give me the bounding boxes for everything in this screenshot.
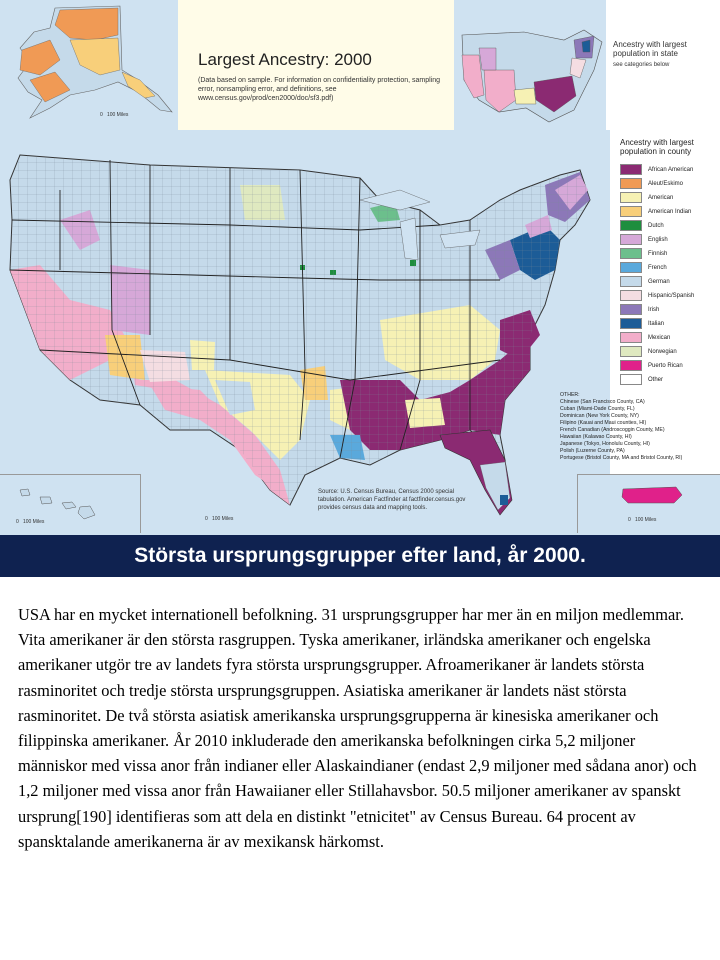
other-item: Cuban (Miami-Dade County, FL)	[560, 406, 635, 412]
other-item: French Canadian (Androscoggin County, ME)	[560, 427, 665, 433]
legend-label: Other	[648, 376, 664, 383]
legend-swatch	[620, 318, 642, 329]
legend-swatch	[620, 220, 642, 231]
other-item: Dominican (New York County, NY)	[560, 413, 639, 419]
legend-item	[620, 177, 683, 190]
legend-swatch	[620, 248, 642, 259]
hawaii-inset	[0, 474, 141, 533]
legend-item	[620, 345, 677, 358]
state-legend-subtitle: see categories below	[613, 62, 670, 68]
legend-item	[620, 247, 667, 260]
legend-item	[620, 289, 694, 302]
legend-swatch	[620, 346, 642, 357]
legend-label: Italian	[648, 320, 665, 327]
hawaii-scale: 0 100 Miles	[16, 519, 45, 525]
state-legend-title: Ancestry with largest population in state	[613, 40, 687, 58]
other-item: Hawaiian (Kalawao County, HI)	[560, 434, 632, 440]
puerto-rico-map	[578, 475, 720, 533]
legend-label: Dutch	[648, 222, 664, 229]
map-note: (Data based on sample. For information on confidentiality protection, sampling error, nonsampling error, and definitions, see www.census.gov/prod/cen2000/doc/sf3.pdf)	[198, 77, 441, 102]
legend-label: American	[648, 194, 674, 201]
legend-label: African American	[648, 166, 694, 173]
legend-label: French	[648, 264, 667, 271]
legend-swatch	[620, 360, 642, 371]
legend-swatch	[620, 290, 642, 301]
alaska-scale: 0 100 Miles	[100, 112, 129, 118]
legend-item	[620, 261, 667, 274]
legend-item	[620, 373, 663, 386]
legend-item	[620, 303, 659, 316]
legend-item	[620, 205, 691, 218]
source-note: Source: U.S. Census Bureau, Census 2000 special tabulation. American Factfinder at factfinder.census.gov provides census data and mapping tools.	[318, 489, 466, 511]
other-item: Polish (Luzerne County, PA)	[560, 448, 625, 454]
body-paragraph: USA har en mycket internationell befolkning. 31 ursprungsgrupper har mer än en miljon medlemmar. Vita amerikaner är den största rasgruppen. Tyska amerikaner, irländska amerikaner och engelska amerikaner utgör tre av landets fyra största ursprungsgrupper. Afroamerikaner är landets största rasminoritet och tredje största ursprungsgruppen. Asiatiska amerikaner är landets näst största rasminoritet. De två största asiatisk amerikanska ursprungsgrupperna är kinesiska amerikaner och filippinska amerikaner. År 2010 inkluderade den amerikanska befolkningen cirka 5,2 miljoner människor med vissa anor från indianer eller Alaskaindianer (endast 2,9 miljoner med sådana anor) och 1,2 miljoner med vissa anor från Hawaiianer eller Stillahavsbor. 50.5 miljoner amerikaner av spanskt ursprung[190] identifieras som att dela en distinkt "etnicitet" av Census Bureau. 64 procent av spansktalande amerikanerna är av mexikansk härkomst.	[18, 605, 697, 851]
other-list	[560, 399, 718, 462]
legend-swatch	[620, 374, 642, 385]
main-scale: 0 100 Miles	[205, 516, 234, 522]
legend-swatch	[620, 234, 642, 245]
legend-swatch	[620, 332, 642, 343]
legend-item	[620, 191, 673, 204]
alaska-inset	[0, 0, 178, 130]
legend-swatch	[620, 276, 642, 287]
legend-swatch	[620, 262, 642, 273]
legend-item	[620, 331, 670, 344]
legend-title: Ancestry with largest population in county	[620, 138, 694, 156]
legend-item	[620, 359, 683, 372]
other-title: OTHER:	[560, 392, 580, 398]
legend-label: Mexican	[648, 334, 671, 341]
legend-label: English	[648, 236, 668, 243]
state-inset-map	[454, 0, 606, 130]
legend-item	[620, 163, 693, 176]
caption-text: Största ursprungsgrupper efter land, år 2000.	[134, 544, 586, 567]
legend-swatch	[620, 178, 642, 189]
legend-item	[620, 275, 670, 288]
state-inset	[454, 0, 606, 130]
map-title: Largest Ancestry: 2000	[198, 50, 372, 69]
legend-item	[620, 317, 664, 330]
legend-label: Finnish	[648, 250, 668, 257]
legend-swatch	[620, 164, 642, 175]
legend-label: Irish	[648, 306, 660, 313]
other-item: Portugese (Bristol County, MA and Bristol County, RI)	[560, 455, 683, 461]
other-item: Filipino (Kauai and Maui counties, HI)	[560, 420, 647, 426]
other-notes	[560, 392, 718, 462]
legend-swatch	[620, 206, 642, 217]
legend-item	[620, 233, 668, 246]
legend-label: Norwegian	[648, 348, 677, 355]
caption-banner	[0, 535, 720, 577]
legend-swatch	[620, 304, 642, 315]
other-item: Japanese (Tokyo, Honolulu County, HI)	[560, 441, 650, 447]
legend-label: Hispanic/Spanish	[648, 292, 695, 299]
alaska-map	[0, 0, 178, 130]
puerto-rico-scale: 0 100 Miles	[628, 517, 657, 523]
puerto-rico-inset	[577, 474, 720, 533]
legend-label: American Indian	[648, 208, 692, 215]
legend-label: Puerto Rican	[648, 362, 683, 369]
legend-label: Aleut/Eskimo	[648, 180, 684, 187]
other-item: Chinese (San Francisco County, CA)	[560, 399, 645, 405]
legend-item	[620, 219, 664, 232]
legend-label: German	[648, 278, 670, 285]
legend-swatch	[620, 192, 642, 203]
